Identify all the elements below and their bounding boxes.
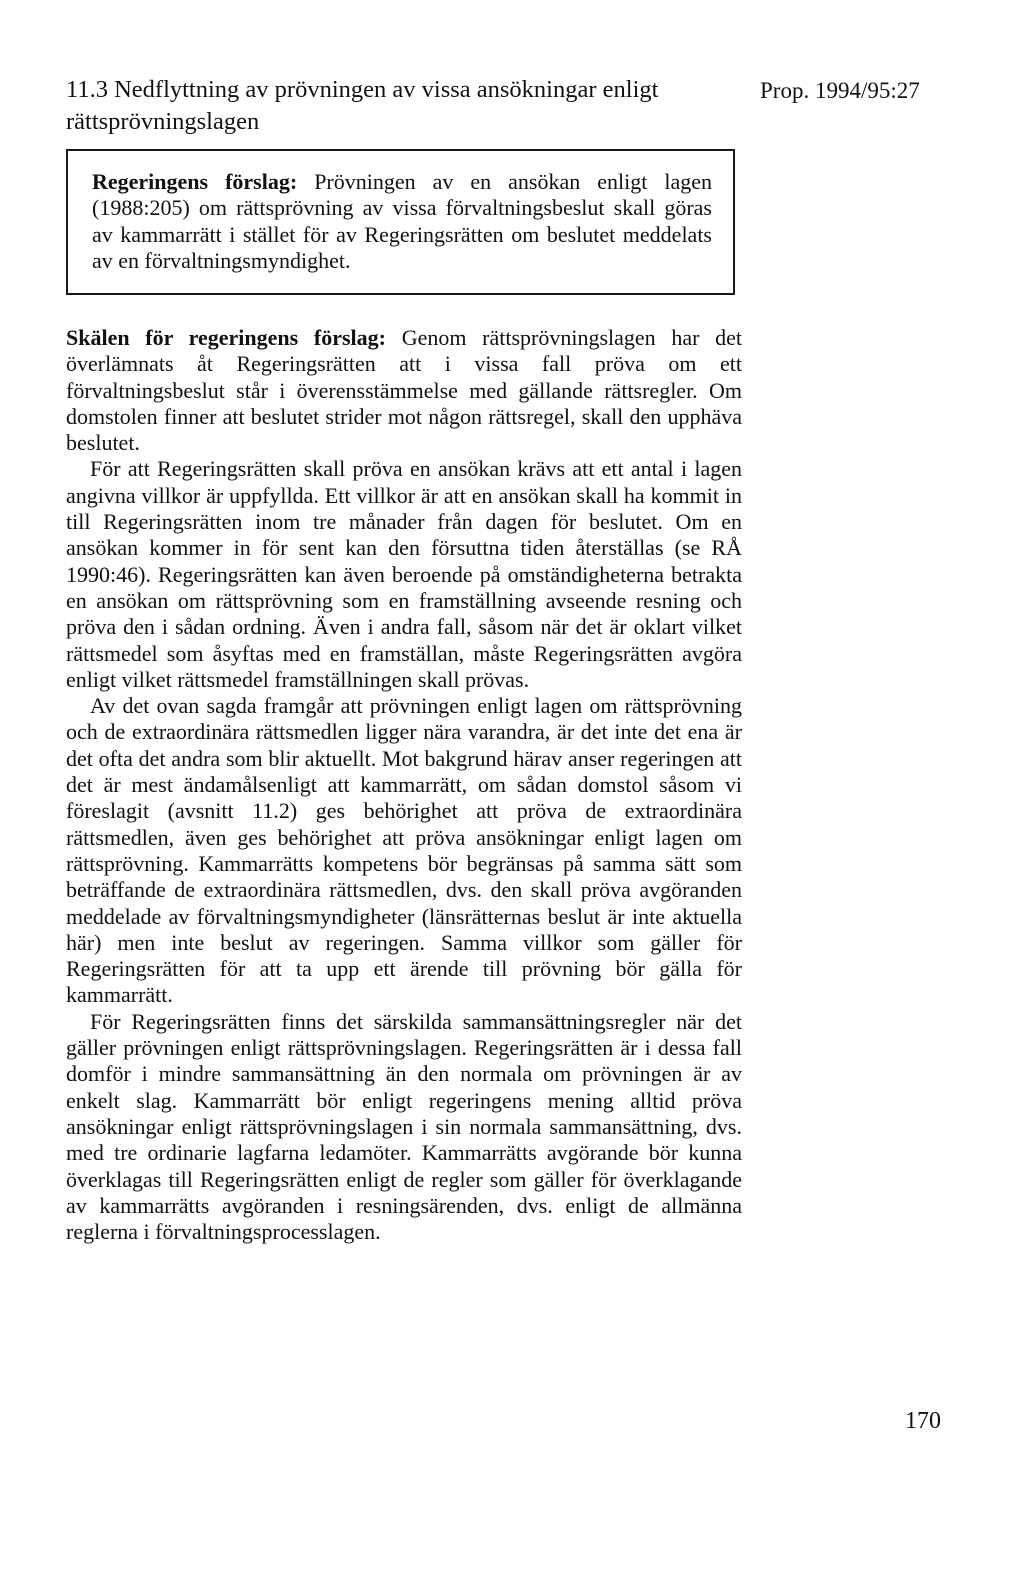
section-heading <box>66 74 756 138</box>
paragraph-4: För Regeringsrätten finns det särskilda sammansättningsregler när det gäller prövningen enligt rättsprövningslagen. Regeringsrätten är i dessa fall domför i mindre sammansättning än den normala om prövningen är av enkelt slag. Kammarrätt bör enligt regeringens mening alltid pröva ansökningar enligt rättsprövningslagen i sin normala sammansättning, dvs. med tre ordinarie lagfarna ledamöter. Kammarrätts avgörande bör kunna överklagas till Regeringsrätten enligt de regler som gäller för överklagande av kammarrätts avgöranden i resningsärenden, dvs. enligt de allmänna reglerna i förvaltningsprocesslagen. <box>66 1008 742 1245</box>
paragraph-3: Av det ovan sagda framgår att prövningen enligt lagen om rättsprövning och de extraordinära rättsmedlen ligger nära varandra, är det inte det ena är det ofta det andra som blir aktuellt. Mot bakgrund härav anser regeringen att det är mest ändamålsenligt att kammarrätt, om sådan domstol såsom vi föreslagit (avsnitt 11.2) ges behörighet att pröva de extraordinära rättsmedlen, även ges behörighet att pröva ansökningar enligt lagen om rättsprövning. Kammarrätts kompetens bör begränsas på samma sätt som beträffande de extraordinära rättsmedlen, dvs. den skall pröva avgöranden meddelade av förvaltningsmyndigheter (länsrätternas beslut är inte aktuella här) men inte beslut av regeringen. Samma villkor som gäller för Regeringsrätten för att ta upp ett ärende till prövning bör gälla för kammarrätt. <box>66 693 742 1008</box>
section-heading-line1: 11.3 Nedflyttning av prövningen av vissa ansökningar enligt <box>66 76 659 103</box>
page-number: 170 <box>905 1408 941 1434</box>
prop-reference: Prop. 1994/95:27 <box>760 78 920 103</box>
proposal-paragraph <box>92 169 712 274</box>
body-text <box>66 325 742 1245</box>
reasons-lead: Skälen för regeringens förslag: <box>66 325 386 350</box>
paragraph-2: För att Regeringsrätten skall pröva en ansökan krävs att ett antal i lagen angivna villkor är uppfyllda. Ett villkor är att en ansökan skall ha kommit in till Regeringsrätten inom tre månader från dagen för beslutet. Om en ansökan kommer in för sent kan den försuttna tiden återställas (se RÅ 1990:46). Regeringsrätten kan även beroende på omständigheterna betrakta en ansökan om rättsprövning som en framställning avseende resning och pröva den i sådan ordning. Även i andra fall, såsom när det är oklart vilket rättsmedel som åsyftas med en framställan, måste Regeringsrätten avgöra enligt vilket rättsmedel framställningen skall prövas. <box>66 456 742 692</box>
section-heading-line2: rättsprövningslagen <box>66 108 260 135</box>
paragraph-1: Genom rättsprövningslagen har det överlämnats åt Regeringsrätten att i vissa fall pröva om ett förvaltningsbeslut står i överensstämmelse med gällande rättsregler. Om domstolen finner att beslutet strider mot någon rättsregel, skall den upphäva beslutet. <box>66 325 742 456</box>
reasons-paragraph <box>66 325 742 456</box>
government-proposal-box <box>66 149 735 295</box>
proposal-lead: Regeringens förslag: <box>92 169 298 194</box>
proposal-text: Prövningen av en ansökan enligt lagen (1988:205) om rättsprövning av vissa förvaltningsbeslut skall göras av kammarrätt i stället för av Regeringsrätten om beslutet meddelats av en förvaltningsmyndighet. <box>92 169 712 273</box>
